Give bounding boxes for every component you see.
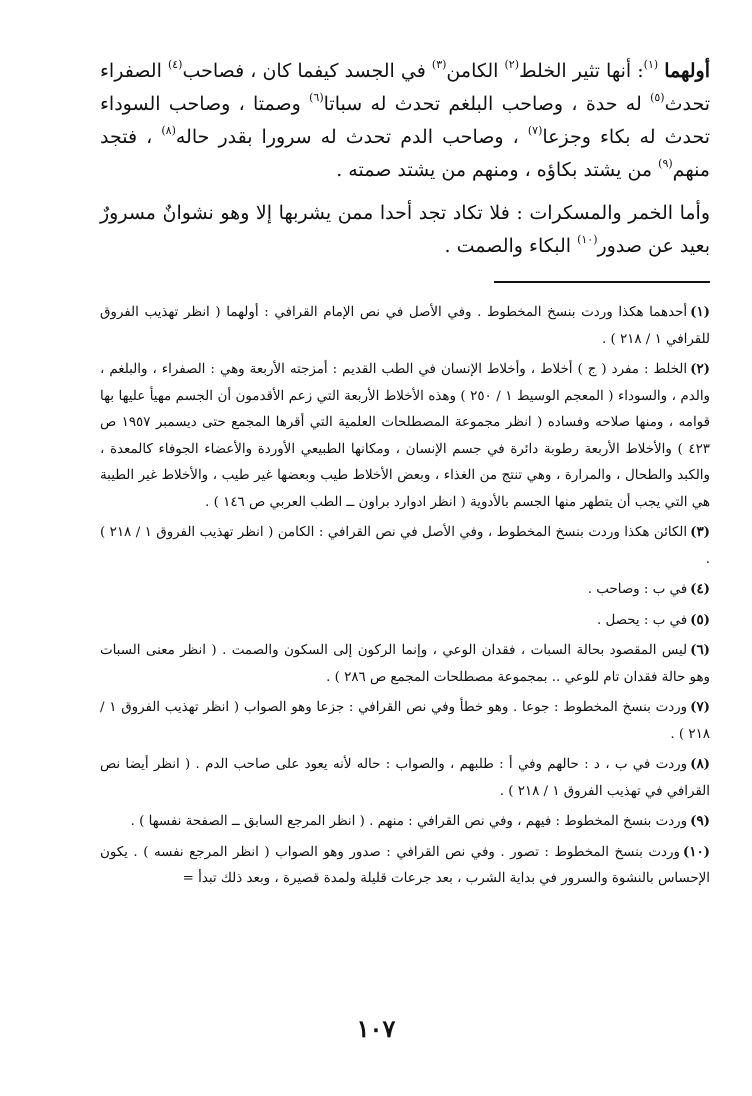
footnote-text: وردت بنسخ المخطوط : تصور . وفي نص القرافي : صدور وهو الصواب ( انظر المرجع نفسه ) . يكون الإحساس بالنشوة والسرور في بداية الشرب ، بعد جرعات قليلة ولمدة قصيرة ، وبعد ذلك تبدأ = xyxy=(100,844,710,886)
text-run: له حدة ، وصاحب البلغم تحدث له سباتا xyxy=(323,93,651,115)
footnote xyxy=(100,637,710,691)
footnotes xyxy=(100,299,710,893)
footnote-number: (٧) xyxy=(690,699,710,715)
footnote xyxy=(100,576,710,604)
text-run: ، فتجد منهم xyxy=(100,126,710,181)
footnote-marker[interactable]: (٢) xyxy=(504,57,519,71)
footnote-marker[interactable]: (١٠) xyxy=(577,232,598,246)
footnote xyxy=(100,607,710,635)
text-run: من يشتد بكاؤه ، ومنهم من يشتد صمته . xyxy=(336,159,659,181)
footnote xyxy=(100,694,710,748)
footnote-text: الكائن هكذا وردت بنسخ المخطوط ، وفي الأصل في نص القرافي : الكامن ( انظر تهذيب الفروق ١ / ٢١٨ ) . xyxy=(100,525,710,567)
footnote-number: (٨) xyxy=(690,756,710,772)
page-number: ١٠٧ xyxy=(356,1014,396,1043)
footnote xyxy=(100,839,710,893)
text-run: وصمتا ، وصاحب السوداء تحدث له بكاء وجزعا xyxy=(100,93,711,148)
footnote xyxy=(100,299,710,353)
footnote-number: (٩) xyxy=(690,813,710,829)
text-run: وأما الخمر والمسكرات : فلا تكاد تجد أحدا ممن يشربها إلا وهو نشوانٌ مسرورٌ بعيد عن صدور xyxy=(100,202,710,257)
footnote-number: (٥) xyxy=(690,611,710,628)
footnote-marker[interactable]: (٣) xyxy=(431,57,447,71)
footnote xyxy=(100,808,710,836)
footnote-number: (١٠) xyxy=(682,843,710,860)
footnote-separator xyxy=(494,281,710,283)
footnote xyxy=(100,751,710,805)
main-paragraph xyxy=(100,197,710,263)
footnote-number: (٦) xyxy=(690,642,710,658)
footnote-marker[interactable]: (٧) xyxy=(527,123,543,137)
text-run: : أنها تثير الخلط xyxy=(519,60,644,82)
footnote-marker[interactable]: (٩) xyxy=(658,156,673,170)
footnote-text: وردت بنسخ المخطوط : جوعا . وهو خطأ وفي نص القرافي : جزعا وهو الصواب ( انظر تهذيب الفروق ١ / ٢١٨ ) . xyxy=(100,700,710,742)
footnote-text: ليس المقصود بحالة السبات ، فقدان الوعي ، وإنما الركون إلى السكون والصمت . ( انظر معنى السبات وهو حالة فقدان تام للوعي .. بمجموعة مصطلحات المجمع ص ٢٨٦ ) . xyxy=(100,643,710,685)
footnote-text: وردت في ب ، د : حالهم وفي أ : طلبهم ، والصواب : حاله لأنه يعود على صاحب الدم . ( انظر أيضا نص القرافي في تهذيب الفروق ١ / ٢١٨ ) . xyxy=(100,757,710,799)
text-run: البكاء والصمت . xyxy=(444,235,578,257)
footnote-marker[interactable]: (٥) xyxy=(650,90,665,104)
footnote-marker[interactable]: (٦) xyxy=(309,90,324,104)
main-paragraph xyxy=(100,55,710,187)
lead-word: أولهما xyxy=(664,60,711,82)
footnote-marker[interactable]: (٨) xyxy=(161,123,176,137)
text-run: الصفراء تحدث xyxy=(100,60,710,115)
footnote-number: (٢) xyxy=(690,361,710,377)
footnote xyxy=(100,356,710,516)
footnote-text: في ب : وصاحب . xyxy=(587,582,688,597)
page-body xyxy=(100,55,710,896)
footnote-marker[interactable]: (١) xyxy=(643,57,659,71)
text-run: في الجسد كيفما كان ، فصاحب xyxy=(182,60,432,82)
text-run: ، وصاحب الدم تحدث له سرورا بقدر حاله xyxy=(175,126,528,148)
footnote-number: (٤) xyxy=(690,581,710,597)
main-text xyxy=(100,55,710,263)
footnote xyxy=(100,519,710,573)
footnote-number: (١) xyxy=(690,304,710,320)
text-run: الكامن xyxy=(446,60,505,82)
footnote-text: في ب : يحصل . xyxy=(597,612,688,628)
footnote-marker[interactable]: (٤) xyxy=(167,57,183,71)
footnote-text: أحدهما هكذا وردت بنسخ المخطوط . وفي الأصل في نص الإمام القرافي : أولهما ( انظر تهذيب الفروق للقرافي ١ / ٢١٨ ) . xyxy=(100,305,710,347)
footnote-text: وردت بنسخ المخطوط : فيهم ، وفي نص القرافي : منهم . ( انظر المرجع السابق ــ الصفحة نفسها ) . xyxy=(130,814,688,829)
footnote-text: الخلط : مفرد ( ج ) أخلاط ، وأخلاط الإنسان في الطب القديم : أمزجته الأربعة وهي : الصفراء ، والبلغم ، والدم ، والسوداء ( المعجم الوسيط ١ / ٢٥٠ ) وهذه الأخلاط الأربعة التي زعم الأقدمون أن الجسم مهيأ عليها بها قوامه ، ومنها صلاحه وفساده ( انظر مجموعة المصطلحات العلمية التي أقرها المجمع حتى ديسمبر ١٩٥٧ ص ٤٢٣ ) والأخلاط الأربعة رطوبة دائرة في جسم الإنسان ، ومكانها الطبيعي الأوردة والأعضاء الجوفاء كالمعدة ، والكبد والطحال ، والمرارة ، وهي تنتج من الغذاء ، وبعض الأخلاط طيب وبعضها غير طيب ، والأخلاط غير الطيبة هي التي يجب أن يتطهر منها الجسم بالأدوية ( انظر ادوارد براون ــ الطب العربي ص ١٤٦ ) . xyxy=(100,362,711,510)
footnote-number: (٣) xyxy=(690,524,710,540)
